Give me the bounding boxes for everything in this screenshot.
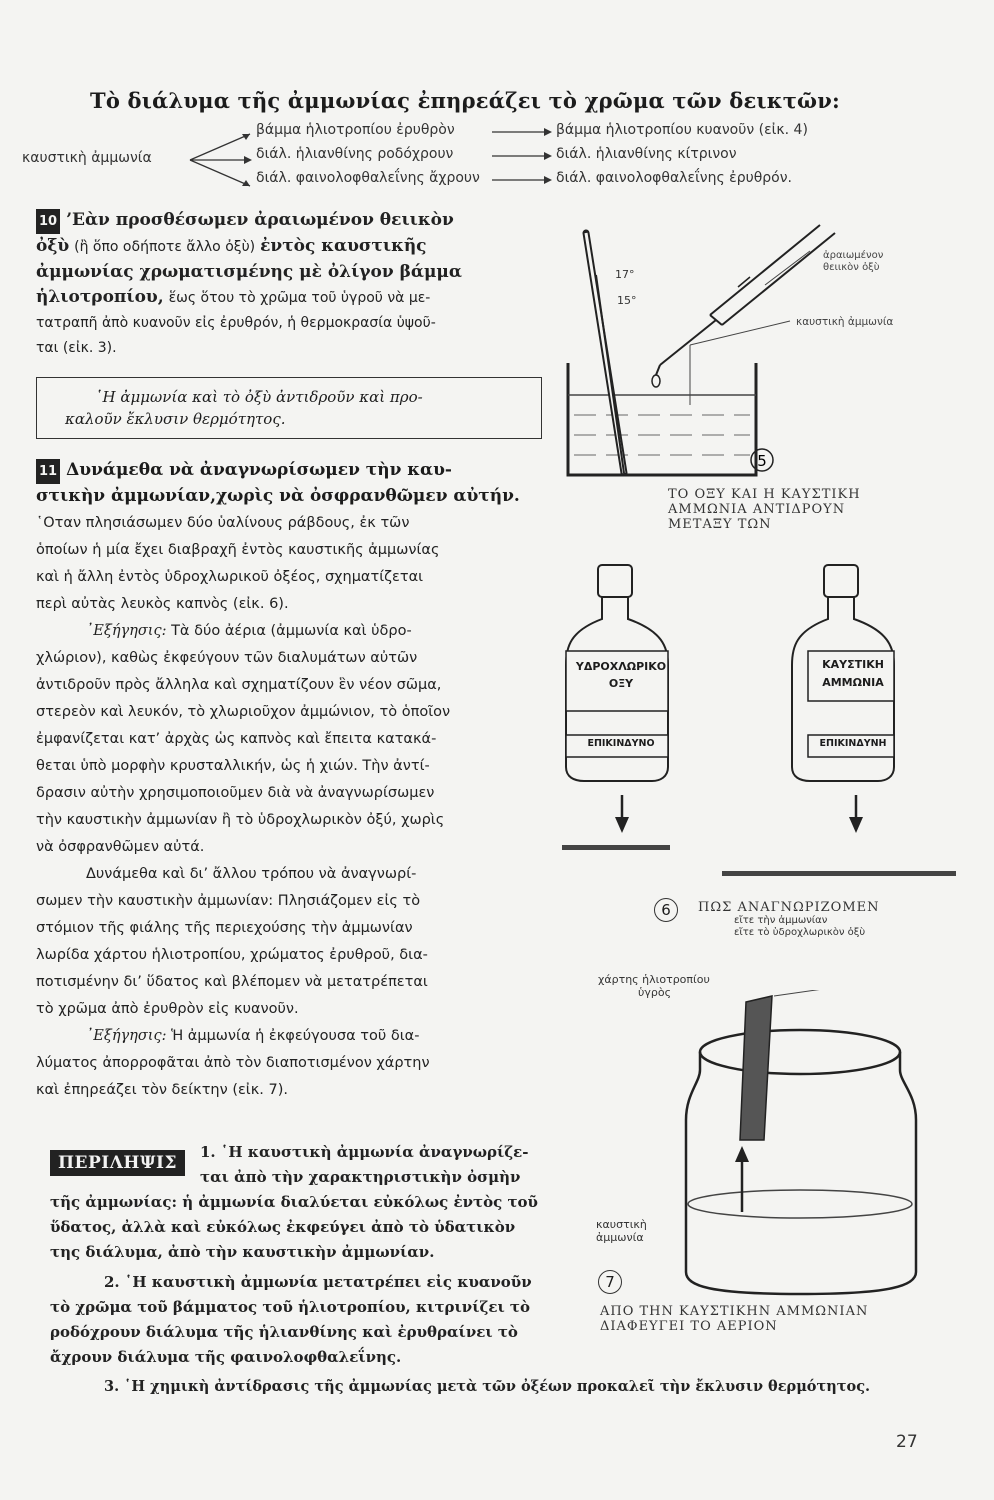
s11-body xyxy=(36,510,556,1104)
s11-p2-line: στερεὸν καὶ λευκόν, τὸ χλωριοῦχον ἀμμώνιον, τὸ ὁποῖον xyxy=(36,704,451,720)
fig5-acid-line: θειικὸν ὀξὺ xyxy=(823,262,880,273)
s11-p2-line: τὴν καυστικὴν ἀμμωνίαν ἢ τὸ ὑδροχλωρικὸν ὀξύ, χωρὶς xyxy=(36,812,445,828)
figure-7-number: 7 xyxy=(598,1270,622,1294)
note-line-1: ῾Η ἀμμωνία καὶ τὸ ὀξὺ ἀντιδροῦν καὶ προ- xyxy=(95,388,423,406)
s11-p4-first: Ἡ ἀμμωνία ἡ ἐκφεύγουσα τοῦ δια- xyxy=(171,1028,420,1044)
bottle-right-warning: ΕΠΙΚΙΝΔΥΝΗ xyxy=(819,738,887,749)
summary-line: της διάλυμα, ἀπὸ τὴν καυστικὴν ἀμμωνίαν. xyxy=(50,1243,435,1261)
explanation-label: ᾿Εξήγησις: xyxy=(86,1028,167,1044)
caption-line: ΑΠΟ ΤΗΝ ΚΑΥΣΤΙΚΗΝ ΑΜΜΩΝΙΑΝ xyxy=(600,1304,869,1319)
caption-line: εἴτε τὴν ἀμμωνίαν xyxy=(734,915,828,926)
section-number: 11 xyxy=(36,459,60,484)
s11-p2-line: νὰ ὀσφρανθῶμεν αὐτά. xyxy=(36,839,205,855)
summary-line: τὸ χρῶμα τοῦ βάμματος τοῦ ἡλιοτροπίου, κιτρινίζει τὸ xyxy=(50,1298,531,1316)
summary-item-3: 3. ῾Η χημικὴ ἀντίδρασις τῆς ἀμμωνίας μετὰ τῶν ὀξέων προκαλεῖ τὴν ἔκλυσιν θερμότητος. xyxy=(104,1378,871,1395)
s11-p4-line: λύματος ἀπορροφᾶται ἀπὸ τὸν διαποτισμένον χάρτην xyxy=(36,1055,430,1071)
s11-p3-line: τὸ χρῶμα ἀπὸ ἐρυθρὸν εἰς κυανοῦν. xyxy=(36,1001,299,1017)
figure-7-illustration xyxy=(680,990,940,1310)
s11-p1-line: ῾Οταν πλησιάσωμεν δύο ὑαλίνους ράβδους, ἐκ τῶν xyxy=(36,515,410,531)
scheme-right-arrows xyxy=(488,126,556,196)
fig7-paper-line: χάρτης ἡλιοτροπίου xyxy=(598,973,710,986)
summary-badge: ΠΕΡΙΛΗΨΙΣ xyxy=(50,1150,185,1176)
s11-p1-line: ὁποίων ἡ μία ἔχει διαβραχῆ ἐντὸς καυστικῆς ἀμμωνίας xyxy=(36,542,440,558)
section-11 xyxy=(36,458,556,509)
figure-6-number: 6 xyxy=(654,898,678,922)
figure-5-caption xyxy=(668,487,861,532)
s11-p3-line: σωμεν τὴν καυστικὴν ἀμμωνίαν: Πλησιάζομεν εἰς τὸ xyxy=(36,893,421,909)
page-number: 27 xyxy=(896,1432,918,1452)
fig5-acid-line: ἀραιωμένον xyxy=(823,250,884,261)
s10-line-2b: (ἢ ὅπο οδήποτε ἄλλο ὀξὺ) xyxy=(74,239,256,255)
s10-line-3: ἀμμωνίας χρωματισμένης μὲ ὀλίγον βάμμα xyxy=(36,262,462,282)
summary-line: τῆς ἀμμωνίας: ἡ ἀμμωνία διαλύεται εὐκόλως ἐντὸς τοῦ xyxy=(50,1193,538,1211)
scheme-row-2-to: διάλ. ἡλιανθίνης κίτρινον xyxy=(556,146,737,162)
figure-5-number: 5 xyxy=(757,452,767,470)
fig5-temp-high: 17° xyxy=(615,268,635,281)
bottle-left-warning: ΕΠΙΚΙΝΔΥΝΟ xyxy=(587,738,655,749)
summary-item-1-body xyxy=(50,1190,570,1265)
s11-p3-line: στόμιον τῆς φιάλης τῆς περιεχούσης τὴν ἀμμωνίαν xyxy=(36,920,413,936)
s11-p3-line: λωρίδα χάρτου ἡλιοτροπίου, χρώματος ἐρυθροῦ, δια- xyxy=(36,947,428,963)
s11-p2-line: ἐμφανίζεται κατ’ ἀρχὰς ὡς καπνὸς καὶ ἔπειτα κατακά- xyxy=(36,731,437,747)
s11-p3-line: Δυνάμεθα καὶ δι’ ἄλλου τρόπου νὰ ἀναγνωρί- xyxy=(86,866,417,882)
caption-line: εἴτε τὸ ὑδροχλωρικὸν ὀξὺ xyxy=(734,927,866,938)
page-title: Τὸ διάλυμα τῆς ἀμμωνίας ἐπηρεάζει τὸ χρῶμα τῶν δεικτῶν: xyxy=(90,88,840,113)
scheme-row-1-to: βάμμα ἡλιοτροπίου κυανοῦν (εἰκ. 4) xyxy=(556,122,808,138)
note-box-text xyxy=(65,386,423,430)
bottle-left-line: ΟΞΥ xyxy=(608,677,634,690)
section-number: 10 xyxy=(36,209,60,234)
s11-head-2: στικὴν ἀμμωνίαν,χωρὶς νὰ ὀσφρανθῶμεν αὐτήν. xyxy=(36,486,520,506)
summary-line: 2. ῾Η καυστικὴ ἀμμωνία μετατρέπει εἰς κυανοῦν xyxy=(104,1273,532,1291)
s11-p2-first: Τὰ δύο ἀέρια (ἀμμωνία καὶ ὑδρο- xyxy=(171,623,412,639)
figure-6-illustration xyxy=(560,555,960,890)
s11-p2-line: δρασιν αὐτὴν χρησιμοποιοῦμεν διὰ νὰ ἀναγνωρίσωμεν xyxy=(36,785,435,801)
scheme-row-3-from: διάλ. φαινολοφθαλεΐνης ἄχρουν xyxy=(256,170,480,186)
s10-line-1: ’Εὰν προσθέσωμεν ἀραιωμένον θειικὸν xyxy=(66,210,454,230)
fig5-ammonia-label: καυστικὴ ἀμμωνία xyxy=(796,316,894,328)
s10-line-5: τατραπῆ ἀπὸ κυανοῦν εἰς ἐρυθρόν, ἡ θερμοκρασία ὑψοῦ- xyxy=(36,315,436,331)
s10-line-4b: ἕως ὅτου τὸ χρῶμα τοῦ ὑγροῦ νὰ με- xyxy=(168,290,431,306)
s11-p1-line: καὶ ἡ ἄλλη ἐντὸς ὑδροχλωρικοῦ ὀξέος, σχηματίζεται xyxy=(36,569,424,585)
caption-line: ΜΕΤΑΞΥ ΤΩΝ xyxy=(668,517,772,532)
fig7-liquid-line: καυστικὴ xyxy=(596,1218,647,1231)
bottle-left-label xyxy=(570,658,672,692)
s11-p2-line: χλώριον), καθὼς ἐκφεύγουν τῶν διαλυμάτων αὐτῶν xyxy=(36,650,418,666)
figure-6-caption xyxy=(698,900,880,939)
section-10 xyxy=(36,208,556,361)
figure-5-illustration xyxy=(560,215,980,485)
caption-line: ΠΩΣ ΑΝΑΓΝΩΡΙΖΟΜΕΝ xyxy=(698,900,880,915)
summary-line: ἄχρουν διάλυμα τῆς φαινολοφθαλεΐνης. xyxy=(50,1348,402,1366)
s11-p1-line: περὶ αὐτὰς λευκὸς καπνὸς (εἰκ. 6). xyxy=(36,596,289,612)
scheme-row-2-from: διάλ. ἡλιανθίνης ροδόχρουν xyxy=(256,146,454,162)
fig7-liquid-line: ἀμμωνία xyxy=(596,1231,644,1244)
caption-line: ΑΜΜΩΝΙΑ ΑΝΤΙΔΡΟΥΝ xyxy=(668,502,846,517)
summary-item-2 xyxy=(50,1270,590,1370)
s10-line-2a: ὀξὺ xyxy=(36,236,70,256)
fig7-paper-line: ὑγρὸς xyxy=(638,986,672,999)
explanation-label: ᾿Εξήγησις: xyxy=(86,623,167,639)
scheme-source: καυστικὴ ἀμμωνία xyxy=(22,150,152,166)
summary-line: ὕδατος, ἀλλὰ καὶ εὐκόλως ἐκφεύγει ἀπὸ τὸ ὑδατικὸν xyxy=(50,1218,516,1236)
bottle-right-line: ΚΑΥΣΤΙΚΗ xyxy=(822,658,884,671)
summary-line: ται ἀπὸ τὴν χαρακτηριστικὴν ὀσμὴν xyxy=(200,1168,521,1186)
s11-head-1: Δυνάμεθα νὰ ἀναγνωρίσωμεν τὴν καυ- xyxy=(66,460,452,480)
s10-line-6: ται (εἰκ. 3). xyxy=(36,340,117,356)
s11-p2-line: θεται ὑπὸ μορφὴν κρυσταλλικήν, ὡς ἡ χιών. Τὴν ἀντί- xyxy=(36,758,430,774)
bottle-right-label xyxy=(810,656,896,692)
bottle-right-line: ΑΜΜΩΝΙΑ xyxy=(822,676,884,689)
fig7-liquid-label xyxy=(596,1218,647,1244)
summary-line: 1. ῾Η καυστικὴ ἀμμωνία ἀναγνωρίζε- xyxy=(200,1143,529,1161)
s10-line-4a: ἡλιοτροπίου, xyxy=(36,287,164,307)
caption-line: ΔΙΑΦΕΥΓΕΙ ΤΟ ΑΕΡΙΟΝ xyxy=(600,1319,778,1334)
caption-line: ΤΟ ΟΞΥ ΚΑΙ Η ΚΑΥΣΤΙΚΗ xyxy=(668,487,861,502)
scheme-branch-arrows xyxy=(186,126,256,196)
fig7-paper-label xyxy=(598,973,710,999)
scheme-row-1-from: βάμμα ἡλιοτροπίου ἐρυθρὸν xyxy=(256,122,455,138)
summary-item-1-head xyxy=(200,1140,580,1190)
s11-p3-line: ποτισμένην δι’ ὕδατος καὶ βλέπομεν νὰ μετατρέπεται xyxy=(36,974,428,990)
fig5-acid-label xyxy=(823,250,883,274)
fig5-temp-low: 15° xyxy=(617,294,637,307)
scheme-row-3-to: διάλ. φαινολοφθαλεΐνης ἐρυθρόν. xyxy=(556,170,792,186)
note-line-2: καλοῦν ἔκλυσιν θερμότητος. xyxy=(65,410,286,428)
s11-p4-line: καὶ ἐπηρεάζει τὸν δείκτην (εἰκ. 7). xyxy=(36,1082,288,1098)
bottle-left-line: ΥΔΡΟΧΛΩΡΙΚΟ xyxy=(575,660,667,673)
figure-7-caption xyxy=(600,1304,868,1334)
s10-line-2c: ἐντὸς καυστικῆς xyxy=(260,236,427,256)
s11-p2-line: ἀντιδροῦν πρὸς ἄλληλα καὶ σχηματίζουν ἓν νέον σῶμα, xyxy=(36,677,442,693)
summary-line: ροδόχρουν διάλυμα τῆς ἡλιανθίνης καὶ ἐρυθραίνει τὸ xyxy=(50,1323,518,1341)
